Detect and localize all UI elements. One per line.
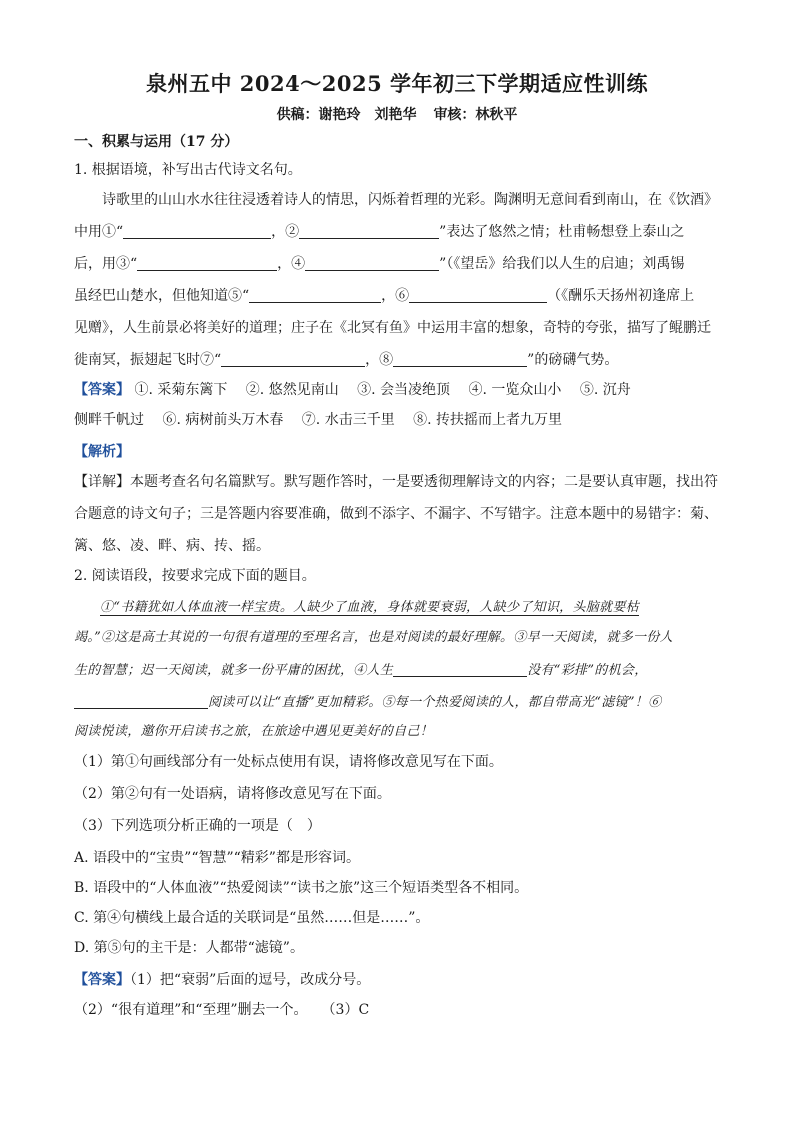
analysis-tag: 【解析】 <box>74 444 130 460</box>
q1-prompt: 1. 根据语境，补写出古代诗文名句。 <box>74 162 302 178</box>
reviewer-credit: 审核：林秋平 <box>433 107 518 123</box>
text-segment: ，⑥ <box>381 288 410 304</box>
q1-detail-line: 合题意的诗文句子；三是答题内容要准确，做到不添字、不漏字、不写错字。注意本题中的易错字：菊、 <box>74 506 718 522</box>
q1-detail-line: 篱、悠、凌、畔、病、抟、摇。 <box>74 538 270 554</box>
blank-1[interactable] <box>123 222 271 239</box>
q2-prompt: 2. 阅读语段，按要求完成下面的题目。 <box>74 568 316 584</box>
q2-subquestion: （3）下列选项分析正确的一项是（ ） <box>74 818 321 834</box>
blank-connective-1[interactable] <box>393 660 527 677</box>
q1-paragraph-line <box>74 350 724 370</box>
text-segment: ”的磅礴气势。 <box>527 352 619 368</box>
blank-5[interactable] <box>249 286 381 303</box>
q2-passage-line: 阅读悦读，邀你开启读书之旅，在旅途中遇见更美好的自己！ <box>74 724 434 739</box>
blank-6[interactable] <box>409 286 547 303</box>
page-title: 泉州五中 2024～2025 学年初三下学期适应性训练 <box>145 71 648 96</box>
q2-passage-line <box>74 660 724 681</box>
text-segment: 没有“彩排”的机会， <box>527 663 648 678</box>
text-segment: （《酬乐天扬州初逢席上 <box>547 288 695 304</box>
q1-paragraph-line: 见赠》，人生前景必将美好的道理；庄子在《北冥有鱼》中运用丰富的想象，奇特的夸张，描写了鲲鹏迁 <box>74 320 711 336</box>
text-segment: 虽经巴山楚水，但他知道⑤“ <box>74 288 250 304</box>
underlined-sentence: ①“书籍犹如人体血液一样宝贵。人缺少了血液，身体就要衰弱，人缺少了知识，头脑就要枯 <box>100 600 639 615</box>
blank-7[interactable] <box>221 350 365 367</box>
text-segment: ”表达了悠然之情；杜甫畅想登上泰山之 <box>439 224 685 240</box>
text-segment: 生的智慧；迟一天阅读，就多一份平庸的困扰，④人生 <box>74 663 394 678</box>
text-segment: ”（《望岳》给我们以人生的启迪；刘禹锡 <box>439 256 685 272</box>
blank-4[interactable] <box>305 254 439 271</box>
text-segment: 中用①“ <box>74 224 124 240</box>
author-credit: 供稿：谢艳玲 刘艳华 <box>276 107 417 123</box>
q2-answer-line <box>74 970 724 990</box>
text-segment: 徙南冥，振翅起飞时⑦“ <box>74 352 222 368</box>
q1-answer-line: 侧畔千帆过 ⑥. 病树前头万木春 ⑦. 水击三千里 ⑧. 抟扶摇而上者九万里 <box>74 412 563 428</box>
q2-passage-line: 竭。”②这是高士其说的一句很有道理的至理名言，也是对阅读的最好理解。③早一天阅读，就多一份人 <box>74 630 673 645</box>
q1-paragraph-line <box>74 286 724 306</box>
blank-2[interactable] <box>299 222 439 239</box>
answer-text: （1）把“衰弱”后面的逗号，改成分号。 <box>130 972 371 988</box>
credits-line <box>0 104 794 124</box>
text-segment: 后，用③“ <box>74 256 138 272</box>
option-d: D. 第⑤句的主干是：人都带“滤镜”。 <box>74 940 304 956</box>
text-segment: 阅读可以让“直播”更加精彩。⑤每一个热爱阅读的人，都自带高光“滤镜”！⑥ <box>208 695 662 710</box>
q2-subquestion: （1）第①句画线部分有一处标点使用有误，请将修改意见写在下面。 <box>74 754 503 770</box>
section-heading: 一、积累与运用（17 分） <box>74 134 239 150</box>
q1-answer-line <box>74 380 724 400</box>
q2-passage-line <box>74 692 724 713</box>
text-segment: ，② <box>271 224 300 240</box>
text-segment: ，⑧ <box>365 352 394 368</box>
blank-3[interactable] <box>137 254 277 271</box>
q2-subquestion: （2）第②句有一处语病，请将修改意见写在下面。 <box>74 786 391 802</box>
option-b: B. 语段中的“人体血液”“热爱阅读”“读书之旅”这三个短语类型各不相同。 <box>74 880 529 896</box>
q1-paragraph-line <box>74 254 724 274</box>
q1-detail-line: 【详解】本题考查名句名篇默写。默写题作答时，一是要透彻理解诗文的内容；二是要认真审题，找出符 <box>74 474 718 490</box>
text-segment: ，④ <box>277 256 306 272</box>
option-c: C. 第④句横线上最合适的关联词是“虽然……但是……”。 <box>74 910 430 926</box>
q2-answer-line: （2）“很有道理”和“至理”删去一个。 （3）C <box>74 1002 370 1018</box>
answer-tag: 【答案】 <box>74 972 130 988</box>
blank-connective-2[interactable] <box>74 692 208 709</box>
blank-8[interactable] <box>393 350 527 367</box>
q1-paragraph-line: 诗歌里的山山水水往往浸透着诗人的情思，闪烁着哲理的光彩。陶渊明无意间看到南山，在《饮酒》 <box>102 192 718 208</box>
answer-text: ①. 采菊东篱下 ②. 悠然见南山 ③. 会当凌绝顶 ④. 一览众山小 ⑤. 沉舟 <box>134 382 631 398</box>
q2-passage-line <box>100 598 750 618</box>
option-a: A. 语段中的“宝贵”“智慧”“精彩”都是形容词。 <box>74 850 360 866</box>
q1-paragraph-line <box>74 222 724 242</box>
answer-tag: 【答案】 <box>74 382 130 398</box>
